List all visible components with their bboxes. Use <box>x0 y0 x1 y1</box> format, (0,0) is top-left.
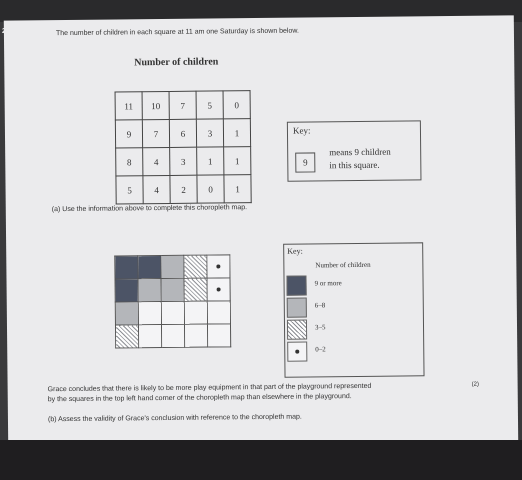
choropleth-square[interactable] <box>138 325 161 348</box>
grid-cell: 8 <box>116 148 143 176</box>
choropleth-square[interactable] <box>184 255 207 278</box>
choropleth-square[interactable] <box>184 301 207 324</box>
exam-page <box>4 15 518 445</box>
choropleth-square[interactable] <box>184 278 207 301</box>
choropleth-square[interactable] <box>138 302 161 325</box>
choropleth-square[interactable] <box>115 302 138 325</box>
choropleth-square[interactable] <box>115 256 138 279</box>
grace-statement-line2: by the squares in the top left hand corner of the choropleth map than elsewhere in the playground. <box>47 393 352 404</box>
intro-text: The number of children in each square at 11 am one Saturday is shown below. <box>55 27 300 38</box>
key-text-line2: in this square. <box>329 159 380 171</box>
choropleth-square[interactable] <box>161 255 184 278</box>
dot-shade-icon <box>217 287 221 291</box>
choropleth-square[interactable] <box>207 324 230 347</box>
grid-cell: 4 <box>143 147 170 175</box>
legend-swatch-hatch <box>287 320 307 340</box>
choropleth-square[interactable] <box>207 278 230 301</box>
part-a-instruction: (a) Use the information above to complete this choropleth map. <box>51 204 248 214</box>
grid-cell: 0 <box>223 91 250 119</box>
key-title: Key: <box>292 125 311 136</box>
choropleth-square[interactable] <box>207 301 230 324</box>
grid-row <box>115 119 250 148</box>
key-example-square: 9 <box>295 152 315 172</box>
legend-label: 6–8 <box>314 301 326 310</box>
choropleth-square[interactable] <box>161 301 184 324</box>
grid-cell: 1 <box>197 147 224 175</box>
legend-swatch-dot <box>287 342 307 362</box>
grid-cell: 1 <box>224 175 251 203</box>
grid-cell: 9 <box>115 120 142 148</box>
grid-cell: 0 <box>197 175 224 203</box>
grid-row <box>116 175 251 204</box>
dot-shade-icon <box>216 264 220 268</box>
grid-cell: 1 <box>224 147 251 175</box>
legend-label: 0–2 <box>315 345 326 354</box>
dot-shade-icon <box>295 350 299 354</box>
choropleth-square[interactable] <box>207 255 230 278</box>
legend-swatch-dark <box>286 276 306 296</box>
grid-cell: 7 <box>142 119 169 147</box>
legend-swatch-light <box>287 298 307 318</box>
choropleth-key-heading: Number of children <box>315 260 371 270</box>
choropleth-square[interactable] <box>138 279 161 302</box>
legend-label: 3–5 <box>314 323 326 332</box>
grid-cell: 3 <box>170 147 197 175</box>
choropleth-row <box>115 255 230 279</box>
grid-cell: 4 <box>143 175 170 203</box>
grid-cell: 3 <box>196 119 223 147</box>
grid-cell: 10 <box>142 91 169 119</box>
choropleth-square[interactable] <box>161 278 184 301</box>
grid-cell: 1 <box>223 119 250 147</box>
legend-label: 9 or more <box>314 279 342 288</box>
grace-statement-line1: Grace concludes that there is likely to be more play equipment in that part of the playground represented <box>47 382 372 394</box>
choropleth-square[interactable] <box>115 279 138 302</box>
grid-cell: 5 <box>196 91 223 119</box>
choropleth-row <box>115 278 230 302</box>
choropleth-map <box>114 254 231 348</box>
choropleth-row <box>115 324 230 348</box>
choropleth-square[interactable] <box>161 324 184 347</box>
choropleth-row <box>115 301 230 325</box>
grid-row <box>115 91 250 120</box>
key-text-line1: means 9 children <box>329 146 391 158</box>
monitor-bottom-bezel <box>0 440 522 480</box>
grid-cell: 7 <box>169 91 196 119</box>
grid-cell: 6 <box>169 119 196 147</box>
children-count-grid <box>115 90 252 204</box>
grid-row <box>116 147 251 176</box>
table-title: Number of children <box>134 56 219 69</box>
choropleth-square[interactable] <box>138 256 161 279</box>
grid-cell: 5 <box>116 176 143 204</box>
choropleth-square[interactable] <box>184 324 207 347</box>
choropleth-square[interactable] <box>115 325 138 348</box>
choropleth-key-title: Key: <box>287 246 303 256</box>
grid-cell: 11 <box>115 92 142 120</box>
marks-label: (2) <box>471 381 480 388</box>
grid-cell: 2 <box>170 175 197 203</box>
part-b-instruction: (b) Assess the validity of Grace's conclusion with reference to the choropleth map. <box>47 413 302 424</box>
